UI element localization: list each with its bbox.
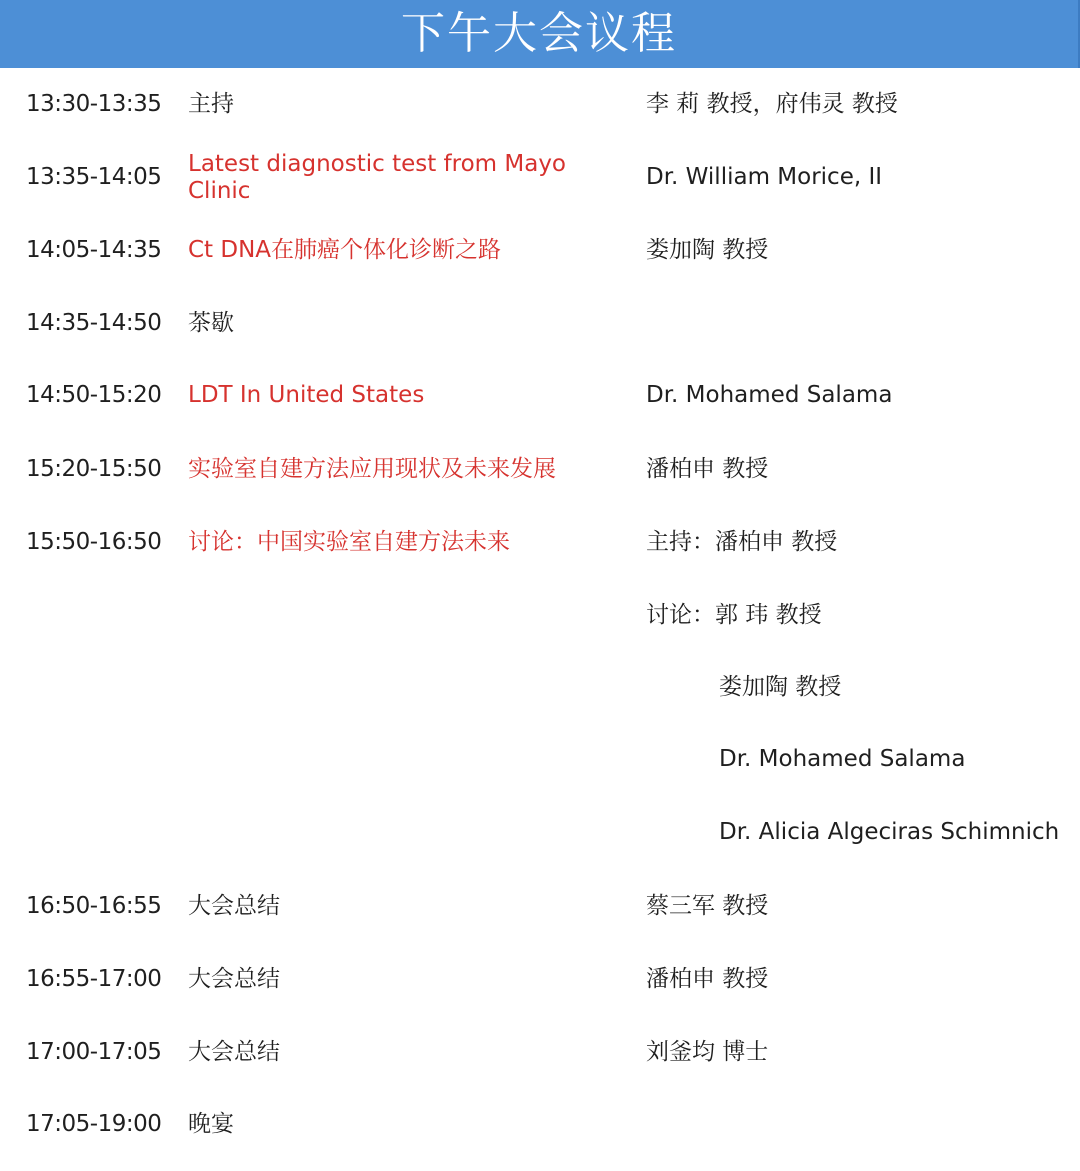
session-speaker: Dr. Alicia Algeciras Schimnich <box>719 819 1060 845</box>
agenda-row <box>0 674 1080 734</box>
session-time: 17:00-17:05 <box>26 1039 162 1065</box>
session-time: 13:30-13:35 <box>26 91 162 117</box>
agenda-row <box>0 893 1080 953</box>
session-topic: Ct DNA在肺癌个体化诊断之路 <box>188 237 502 263</box>
session-topic: 实验室自建方法应用现状及未来发展 <box>188 456 556 482</box>
session-time: 15:20-15:50 <box>26 456 162 482</box>
agenda-row <box>0 151 1080 211</box>
session-speaker: 刘釜均 博士 <box>646 1039 769 1065</box>
session-topic: 主持 <box>188 91 234 117</box>
agenda-row <box>0 382 1080 442</box>
agenda-row <box>0 456 1080 516</box>
session-time: 16:55-17:00 <box>26 966 162 992</box>
session-topic: 晚宴 <box>188 1111 234 1137</box>
agenda-row <box>0 1111 1080 1171</box>
agenda-row <box>0 310 1080 370</box>
agenda-row <box>0 746 1080 806</box>
agenda-row <box>0 237 1080 297</box>
session-topic: 茶歇 <box>188 310 234 336</box>
session-time: 16:50-16:55 <box>26 893 162 919</box>
session-time: 14:35-14:50 <box>26 310 162 336</box>
session-speaker: 蔡三军 教授 <box>646 893 769 919</box>
session-speaker: 娄加陶 教授 <box>646 237 769 263</box>
page-title: 下午大会议程 <box>401 8 677 59</box>
session-time: 14:50-15:20 <box>26 382 162 408</box>
agenda-row <box>0 1039 1080 1099</box>
session-topic: LDT In United States <box>188 382 425 408</box>
session-speaker: Dr. William Morice, II <box>646 164 883 190</box>
session-topic: 大会总结 <box>188 966 280 992</box>
session-time: 17:05-19:00 <box>26 1111 162 1137</box>
agenda-row <box>0 966 1080 1026</box>
session-topic: 大会总结 <box>188 893 280 919</box>
session-time: 15:50-16:50 <box>26 529 162 555</box>
session-time: 14:05-14:35 <box>26 237 162 263</box>
agenda-row <box>0 819 1080 879</box>
session-speaker: Dr. Mohamed Salama <box>646 382 893 408</box>
session-speaker: 李 莉 教授，府伟灵 教授 <box>646 91 898 117</box>
session-speaker: 潘柏申 教授 <box>646 456 769 482</box>
session-speaker: 主持：潘柏申 教授 <box>646 529 838 555</box>
session-speaker: Dr. Mohamed Salama <box>719 746 966 772</box>
agenda-row <box>0 91 1080 151</box>
session-topic: 讨论：中国实验室自建方法未来 <box>188 529 510 555</box>
session-time: 13:35-14:05 <box>26 164 162 190</box>
agenda-row <box>0 529 1080 589</box>
session-topic: 大会总结 <box>188 1039 280 1065</box>
session-speaker: 潘柏申 教授 <box>646 966 769 992</box>
session-speaker: 娄加陶 教授 <box>719 674 842 700</box>
session-speaker: 讨论：郭 玮 教授 <box>646 602 822 628</box>
agenda-row <box>0 602 1080 662</box>
session-topic: Latest diagnostic test from Mayo Clinic <box>188 151 567 204</box>
